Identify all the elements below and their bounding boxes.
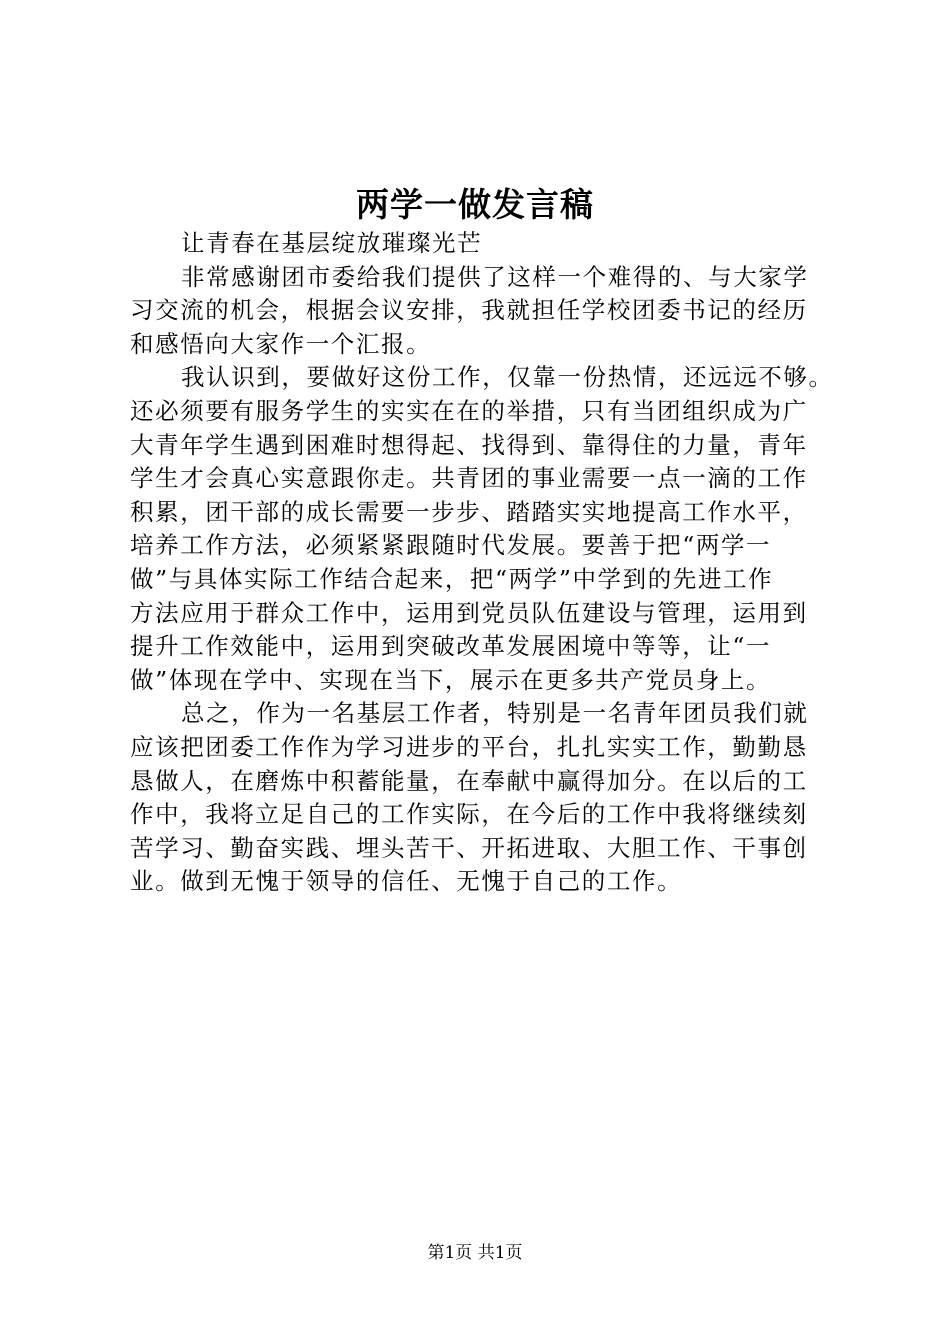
paragraph-line: 方法应用于群众工作中，运用到党员队伍建设与管理，运用到 xyxy=(130,598,808,627)
paragraph-line: 还必须要有服务学生的实实在在的举措，只有当团组织成为广 xyxy=(130,396,808,425)
paragraph-line: 习交流的机会，根据会议安排，我就担任学校团委书记的经历 xyxy=(130,296,808,325)
paragraph-line: 做”与具体实际工作结合起来，把“两学”中学到的先进工作 xyxy=(130,564,774,593)
document-subtitle: 让青春在基层绽放璀璨光芒 xyxy=(181,229,483,257)
paragraph-line: 应该把团委工作作为学习进步的平台，扎扎实实工作，勤勤恳 xyxy=(130,732,808,761)
paragraph-line: 非常感谢团市委给我们提供了这样一个难得的、与大家学 xyxy=(181,262,809,291)
paragraph-line: 总之，作为一名基层工作者，特别是一名青年团员我们就 xyxy=(181,699,809,728)
page-number-footer: 第1页 共1页 xyxy=(427,1243,523,1263)
paragraph-line: 大青年学生遇到困难时想得起、找得到、靠得住的力量，青年 xyxy=(130,430,808,459)
paragraph-line: 做”体现在学中、实现在当下，展示在更多共产党员身上。 xyxy=(130,665,772,694)
paragraph-line: 业。做到无愧于领导的信任、无愧于自己的工作。 xyxy=(130,867,683,896)
paragraph-line: 积累，团干部的成长需要一步步、踏踏实实地提高工作水平， xyxy=(130,497,808,526)
paragraph-1 xyxy=(130,261,850,362)
paragraph-line: 和感悟向大家作一个汇报。 xyxy=(130,329,432,358)
paragraph-line: 作中，我将立足自己的工作实际，在今后的工作中我将继续刻 xyxy=(130,800,808,829)
paragraph-line: 学生才会真心实意跟你走。共青团的事业需要一点一滴的工作 xyxy=(130,464,808,493)
paragraph-3 xyxy=(130,697,850,899)
paragraph-line: 提升工作效能中，运用到突破改革发展困境中等等，让“一 xyxy=(130,632,772,661)
document-title: 两学一做发言稿 xyxy=(356,185,594,224)
document-body xyxy=(130,227,850,899)
paragraph-line: 我认识到，要做好这份工作，仅靠一份热情，还远远不够。 xyxy=(181,363,834,392)
paragraph-2 xyxy=(130,361,850,697)
paragraph-line: 苦学习、勤奋实践、埋头苦干、开拓进取、大胆工作、干事创 xyxy=(130,833,808,862)
paragraph-line: 培养工作方法，必须紧紧跟随时代发展。要善于把“两学一 xyxy=(130,531,772,560)
paragraph-line: 恳做人，在磨炼中积蓄能量，在奉献中赢得加分。在以后的工 xyxy=(130,766,808,795)
